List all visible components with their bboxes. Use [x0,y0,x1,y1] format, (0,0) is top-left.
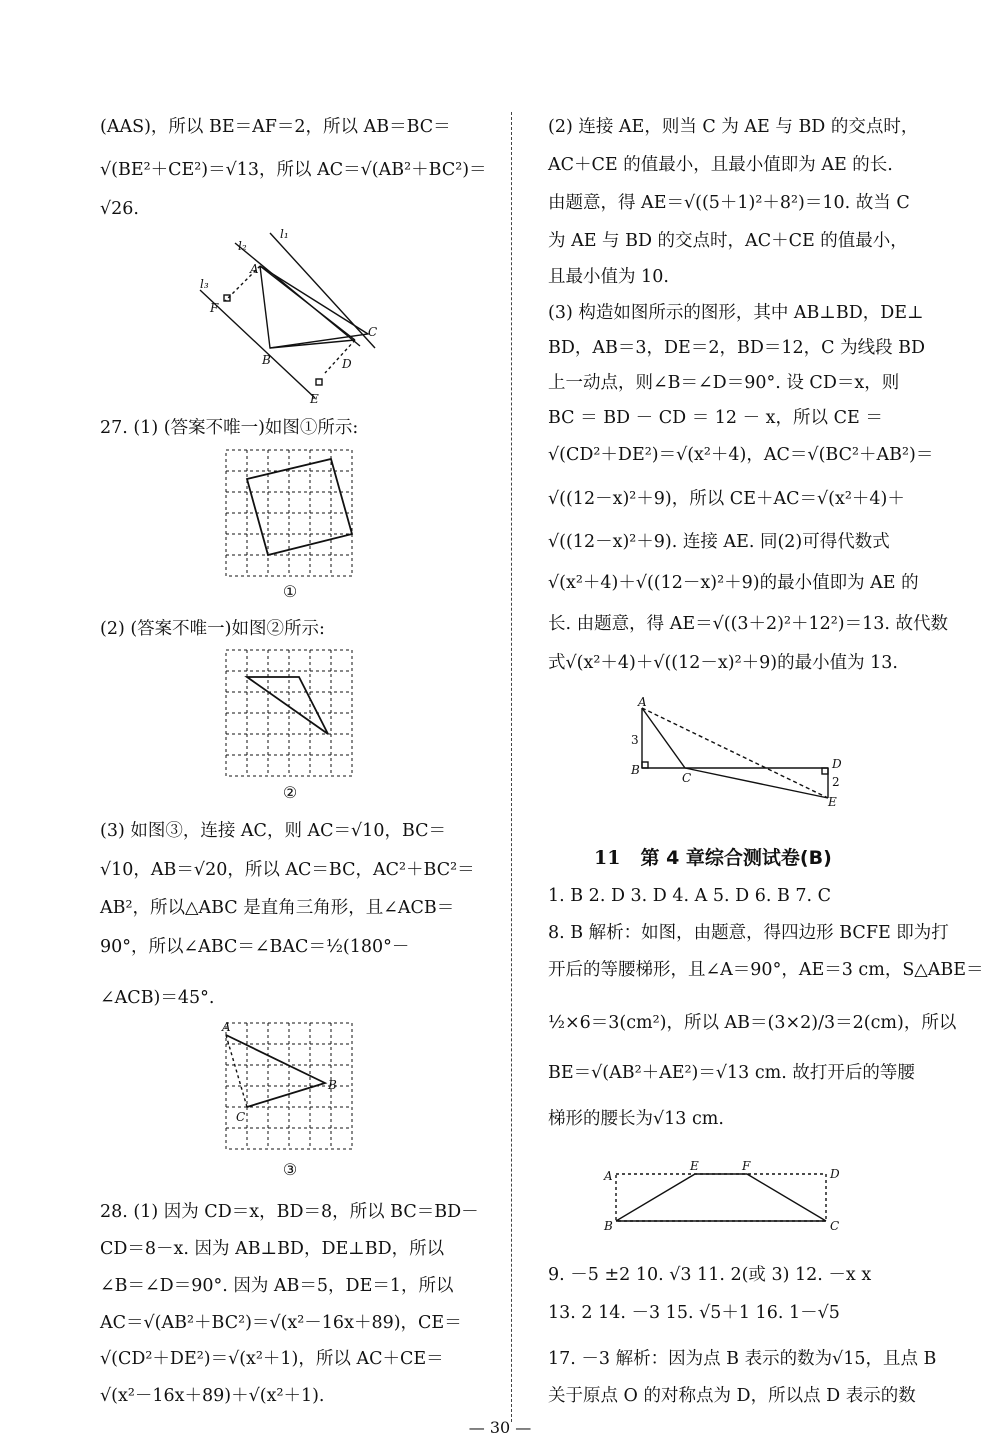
label-A: A [250,262,259,276]
section-title [594,843,832,870]
section-title-text: 第 4 章综合测试卷(B) [640,847,832,869]
answers-1-7: 1. B 2. D 3. D 4. A 5. D 6. B 7. C [548,886,832,906]
figure-shortest-path [630,696,850,806]
grid-figure-1 [225,449,355,579]
text-line: 式√(x²＋4)＋√((12－x)²＋9)的最小值为 13. [548,653,898,673]
label-F: F [210,301,219,315]
fig3-label-A: A [222,1020,231,1034]
text-line: 开后的等腰梯形，且∠A＝90°，AE＝3 cm，S△ABE＝ [548,960,984,980]
text-line: 梯形的腰长为√13 cm. [548,1109,724,1129]
fig3-label-B: B [328,1078,337,1092]
text-line: √((12－x)²＋9)，所以 CE＋AC＝√(x²＋4)＋ [548,489,905,509]
question-27-1: 27. (1) (答案不唯一)如图①所示: [100,418,359,438]
label-E: E [310,392,319,406]
page-number: — 30 — [468,1418,532,1437]
fig5-label-E: E [690,1159,699,1173]
fig5-label-F: F [742,1159,751,1173]
fig4-label-A: A [638,696,647,709]
text-line: (2) 连接 AE，则当 C 为 AE 与 BD 的交点时， [548,117,919,137]
text-line: (3) 如图③，连接 AC，则 AC＝√10，BC＝ [100,821,447,841]
figure-3-caption: ③ [282,1160,298,1179]
text-line: √26. [100,199,139,219]
text-line: √(x²＋4)＋√((12－x)²＋9)的最小值即为 AE 的 [548,573,919,593]
text-line: (3) 构造如图所示的图形，其中 AB⊥BD，DE⊥ [548,303,924,323]
grid-figure-2 [225,649,355,779]
text-line: 上一动点，则∠B＝∠D＝90°. 设 CD＝x，则 [548,373,900,393]
text-line: ∠B＝∠D＝90°. 因为 AB＝5，DE＝1，所以 [100,1276,454,1296]
label-l3: l₃ [200,277,209,291]
text-line: (AAS)，所以 BE＝AF＝2，所以 AB＝BC＝ [100,117,451,137]
text-line: AC＋CE 的值最小，且最小值即为 AE 的长. [548,155,893,175]
text-line: √10，AB＝√20，所以 AC＝BC，AC²＋BC²＝ [100,860,475,880]
section-number: 11 [594,847,621,869]
text-line: AB²，所以△ABC 是直角三角形，且∠ACB＝ [100,898,455,918]
text-line: √(x²－16x＋89)＋√(x²＋1). [100,1386,325,1406]
text-line: 关于原点 O 的对称点为 D，所以点 D 表示的数 [548,1386,916,1406]
text-line: 长. 由题意，得 AE＝√((3＋2)²＋12²)＝13. 故代数 [548,614,949,634]
text-line: BD，AB＝3，DE＝2，BD＝12，C 为线段 BD [548,338,926,358]
text-line: 8. B 解析：如图，由题意，得四边形 BCFE 即为打 [548,923,949,943]
fig3-label-C: C [236,1110,246,1124]
label-B: B [262,353,271,367]
fig5-label-B: B [604,1219,613,1233]
text-line: √(CD²＋DE²)＝√(x²＋4)，AC＝√(BC²＋AB²)＝ [548,445,934,465]
text-line: 17. －3 解析：因为点 B 表示的数为√15，且点 B [548,1349,937,1369]
fig4-label-3: 3 [631,733,639,747]
fig4-label-B: B [631,763,640,777]
figure-1-caption: ① [282,582,298,601]
text-line: √((12－x)²＋9). 连接 AE. 同(2)可得代数式 [548,532,890,552]
text-line: 由题意，得 AE＝√((5＋1)²＋8²)＝10. 故当 C [548,193,910,213]
fig5-label-D: D [830,1167,840,1181]
text-line: √(CD²＋DE²)＝√(x²＋1)，所以 AC＋CE＝ [100,1349,444,1369]
text-line: √(BE²＋CE²)＝√13，所以 AC＝√(AB²＋BC²)＝ [100,160,487,180]
fig4-label-2: 2 [832,775,840,789]
label-l1: l₁ [280,228,289,241]
label-D: D [342,357,352,371]
text-line: CD＝8－x. 因为 AB⊥BD，DE⊥BD，所以 [100,1239,445,1259]
fig4-label-E: E [828,795,837,806]
figure-trapezoid [600,1158,850,1238]
label-l2: l₂ [238,239,247,253]
column-divider [511,112,512,1422]
fig4-label-D: D [832,757,842,771]
text-line: AC＝√(AB²＋BC²)＝√(x²－16x＋89)，CE＝ [100,1313,462,1333]
fig5-label-A: A [604,1169,613,1183]
text-line: 且最小值为 10. [548,267,669,287]
text-line: 90°，所以∠ABC＝∠BAC＝½(180°－ [100,937,410,957]
label-C: C [368,325,378,339]
answers-13-16: 13. 2 14. －3 15. √5＋1 16. 1－√5 [548,1303,840,1323]
figure-parallel-lines [190,228,490,408]
text-line: BC ＝ BD － CD ＝ 12 － x，所以 CE ＝ [548,408,883,428]
question-27-2: (2) (答案不唯一)如图②所示: [100,619,325,639]
answers-9-12: 9. －5 ±2 10. √3 11. 2(或 3) 12. －x x [548,1265,872,1285]
figure-2-caption: ② [282,783,298,802]
text-line: BE＝√(AB²＋AE²)＝√13 cm. 故打开后的等腰 [548,1063,915,1083]
fig5-label-C: C [830,1219,840,1233]
text-line: 28. (1) 因为 CD＝x，BD＝8，所以 BC＝BD－ [100,1202,479,1222]
fig4-label-C: C [682,771,692,785]
grid-figure-3 [220,1017,360,1152]
text-line: ½×6＝3(cm²)，所以 AB＝(3×2)/3＝2(cm)，所以 [548,1013,957,1033]
text-line: ∠ACB)＝45°. [100,988,215,1008]
text-line: 为 AE 与 BD 的交点时，AC＋CE 的值最小， [548,231,908,251]
